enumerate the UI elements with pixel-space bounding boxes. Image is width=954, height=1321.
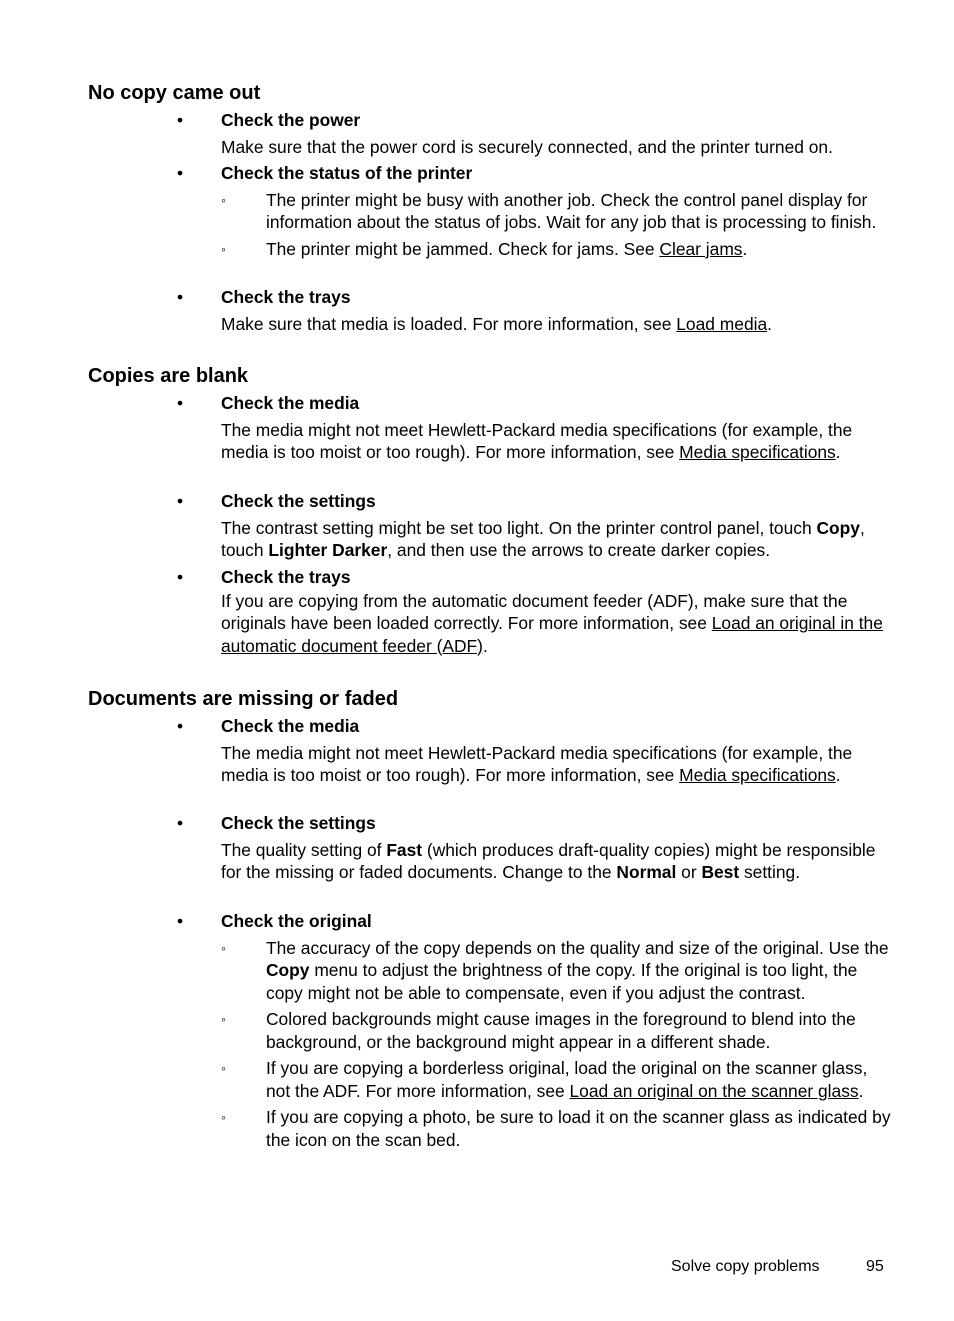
sub-item-text: If you are copying a borderless original, load the original on the scanner glass, not the ADF. For more information, see Load an original on the scanner glass.: [266, 1058, 868, 1101]
item-heading: Check the settings: [221, 491, 376, 511]
item-heading: Check the media: [221, 393, 360, 413]
bullet: •: [177, 163, 184, 183]
list-item-check-media: [177, 392, 891, 464]
link-media-specifications[interactable]: Media specifications: [679, 442, 836, 462]
item-heading: Check the trays: [221, 567, 351, 587]
sub-item-text: The accuracy of the copy depends on the quality and size of the original. Use the Copy menu to adjust the brightness of the copy. If the original is too light, the copy might not be able to compensate, even if you adjust the contrast.: [266, 937, 889, 1003]
item-heading: Check the original: [221, 911, 372, 931]
link-clear-jams[interactable]: Clear jams: [659, 238, 743, 259]
sub-item-text: If you are copying a photo, be sure to load it on the scanner glass as indicated by the icon on the scan bed.: [266, 1107, 891, 1150]
bullet: •: [177, 287, 184, 307]
sub-bullet: ◦: [221, 1109, 226, 1125]
footer-section-title: Solve copy problems: [671, 1258, 820, 1275]
sub-item: [221, 1106, 891, 1151]
item-heading: Check the trays: [221, 287, 351, 307]
bullet: •: [177, 567, 184, 587]
bullet: •: [177, 393, 184, 413]
list-item-check-original: [177, 910, 891, 1151]
list-item-check-media: [177, 715, 891, 787]
item-heading: Check the power: [221, 110, 361, 130]
heading-no-copy-came-out: No copy came out: [88, 82, 261, 104]
bullet: •: [177, 716, 184, 736]
sub-item: [221, 1008, 891, 1053]
bullet: •: [177, 110, 184, 130]
item-body: The media might not meet Hewlett-Packard media specifications (for example, the media is too moist or too rough). For more information, see Media specifications.: [221, 419, 853, 462]
heading-documents-missing-or-faded: Documents are missing or faded: [88, 688, 399, 710]
link-load-original-adf[interactable]: Load an original in the automatic document feeder (ADF): [221, 613, 883, 656]
list-item-check-trays: [177, 286, 891, 335]
item-body: If you are copying from the automatic document feeder (ADF), make sure that the originals have been loaded correctly. For more information, see Load an original in the automatic document feeder (ADF).: [221, 590, 883, 656]
link-media-specifications[interactable]: Media specifications: [679, 765, 836, 785]
list-item-check-settings: [177, 490, 891, 562]
link-load-original-scanner-glass[interactable]: Load an original on the scanner glass: [569, 1080, 859, 1101]
sub-bullet: ◦: [221, 240, 226, 257]
sub-item: [221, 238, 891, 261]
list-item-check-trays: [177, 566, 891, 657]
bullet: •: [177, 911, 184, 931]
item-body: Make sure that media is loaded. For more information, see Load media.: [221, 313, 772, 334]
item-body: The media might not meet Hewlett-Packard media specifications (for example, the media is too moist or too rough). For more information, see Media specifications.: [221, 742, 853, 785]
heading-copies-are-blank: Copies are blank: [88, 365, 249, 387]
bullet: •: [177, 813, 184, 833]
sub-bullet: ◦: [221, 191, 226, 208]
sub-item-text: The printer might be busy with another job. Check the control panel display for information about the status of jobs. Wait for any job that is processing to finish.: [266, 189, 877, 232]
item-body: The contrast setting might be set too light. On the printer control panel, touch Copy, touch Lighter Darker, and then use the arrows to create darker copies.: [221, 517, 865, 560]
list-item-check-power: [177, 109, 891, 158]
item-body: The quality setting of Fast (which produces draft-quality copies) might be responsible for the missing or faded documents. Change to the Normal or Best setting.: [221, 839, 876, 882]
list-item-check-settings: [177, 812, 891, 884]
item-body: Make sure that the power cord is securely connected, and the printer turned on.: [221, 136, 833, 157]
sub-bullet: ◦: [221, 1011, 226, 1027]
sub-item: [221, 189, 891, 234]
page-number: 95: [866, 1258, 884, 1275]
sub-item-text: Colored backgrounds might cause images in the foreground to blend into the background, or the background might appear in a different shade.: [266, 1009, 856, 1052]
item-heading: Check the settings: [221, 813, 376, 833]
list-item-check-status: [177, 162, 891, 260]
sub-item-text: The printer might be jammed. Check for jams. See Clear jams.: [266, 238, 748, 259]
link-load-media[interactable]: Load media: [676, 313, 768, 334]
sub-item: [221, 1057, 891, 1102]
item-heading: Check the status of the printer: [221, 163, 473, 183]
bullet: •: [177, 491, 184, 511]
item-heading: Check the media: [221, 716, 360, 736]
sub-bullet: ◦: [221, 939, 226, 956]
sub-bullet: ◦: [221, 1060, 226, 1076]
sub-item: [221, 937, 891, 1005]
